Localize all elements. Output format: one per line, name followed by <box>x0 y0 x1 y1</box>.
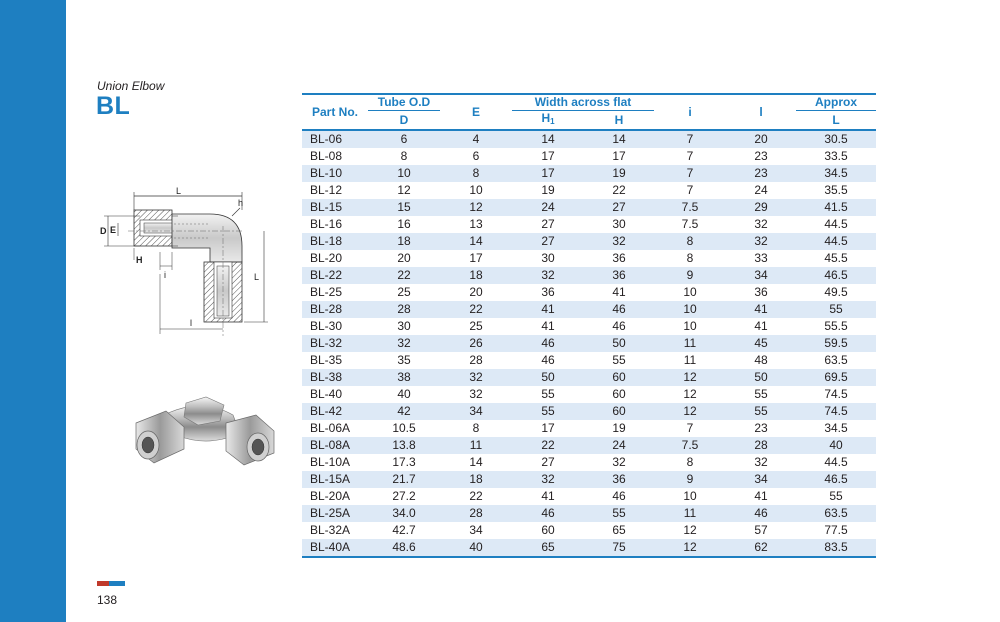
table-cell: 23 <box>726 165 796 182</box>
table-cell: 41 <box>512 488 584 505</box>
table-cell: 36 <box>584 267 654 284</box>
table-cell: 46.5 <box>796 267 876 284</box>
table-cell: 46 <box>512 505 584 522</box>
table-cell: 65 <box>512 539 584 557</box>
label-L-right: L <box>254 272 260 282</box>
table-cell: 55 <box>584 352 654 369</box>
table-cell: 32 <box>726 233 796 250</box>
table-cell: 44.5 <box>796 216 876 233</box>
table-cell: 49.5 <box>796 284 876 301</box>
table-cell: 9 <box>654 471 726 488</box>
table-cell: 7 <box>654 182 726 199</box>
table-cell: 10 <box>654 318 726 335</box>
table-cell: 11 <box>440 437 512 454</box>
table-cell: 34.5 <box>796 165 876 182</box>
table-cell: 40 <box>796 437 876 454</box>
table-cell: 18 <box>368 233 440 250</box>
table-cell: 48 <box>726 352 796 369</box>
table-cell: 14 <box>440 454 512 471</box>
table-row <box>302 335 876 352</box>
table-cell: 17.3 <box>368 454 440 471</box>
table-cell: 14 <box>440 233 512 250</box>
table-cell: 74.5 <box>796 403 876 420</box>
table-cell: 7.5 <box>654 199 726 216</box>
table-cell: 25 <box>440 318 512 335</box>
table-cell: 10.5 <box>368 420 440 437</box>
table-cell: 32 <box>368 335 440 352</box>
table-cell: 26 <box>440 335 512 352</box>
table-cell: 36 <box>584 471 654 488</box>
table-cell: 62 <box>726 539 796 557</box>
table-cell: 22 <box>440 301 512 318</box>
table-cell: 44.5 <box>796 454 876 471</box>
table-cell: 12 <box>368 182 440 199</box>
table-cell: 46 <box>584 488 654 505</box>
table-row <box>302 233 876 250</box>
table-cell: 46.5 <box>796 471 876 488</box>
table-cell: 19 <box>584 420 654 437</box>
table-cell: 55.5 <box>796 318 876 335</box>
table-cell: 46 <box>584 318 654 335</box>
table-cell: 46 <box>726 505 796 522</box>
table-cell: 28 <box>440 505 512 522</box>
cell-part-no: BL-08 <box>302 148 368 165</box>
table-row <box>302 386 876 403</box>
cell-part-no: BL-15A <box>302 471 368 488</box>
table-cell: 4 <box>440 130 512 148</box>
table-cell: 16 <box>368 216 440 233</box>
header-h: H <box>584 111 654 131</box>
table-cell: 41 <box>512 318 584 335</box>
cell-part-no: BL-20A <box>302 488 368 505</box>
header-h1 <box>512 111 584 131</box>
table-cell: 12 <box>654 539 726 557</box>
table-row <box>302 216 876 233</box>
table-cell: 60 <box>584 369 654 386</box>
table-row <box>302 301 876 318</box>
table-row <box>302 471 876 488</box>
table-row <box>302 539 876 557</box>
table-cell: 13.8 <box>368 437 440 454</box>
table-cell: 20 <box>440 284 512 301</box>
table-row <box>302 488 876 505</box>
table-cell: 32 <box>512 471 584 488</box>
table-cell: 75 <box>584 539 654 557</box>
table-cell: 13 <box>440 216 512 233</box>
cell-part-no: BL-12 <box>302 182 368 199</box>
table-row <box>302 284 876 301</box>
table-cell: 12 <box>654 403 726 420</box>
table-cell: 24 <box>584 437 654 454</box>
table-cell: 41 <box>726 318 796 335</box>
table-cell: 23 <box>726 420 796 437</box>
table-row <box>302 250 876 267</box>
table-cell: 24 <box>512 199 584 216</box>
table-cell: 23 <box>726 148 796 165</box>
product-subtitle: Union Elbow <box>97 79 165 93</box>
table-cell: 45.5 <box>796 250 876 267</box>
table-row <box>302 369 876 386</box>
cell-part-no: BL-28 <box>302 301 368 318</box>
table-cell: 7 <box>654 165 726 182</box>
table-cell: 11 <box>654 352 726 369</box>
table-cell: 34 <box>726 267 796 284</box>
table-cell: 8 <box>440 420 512 437</box>
table-cell: 14 <box>512 130 584 148</box>
table-cell: 59.5 <box>796 335 876 352</box>
table-cell: 46 <box>512 352 584 369</box>
table-cell: 17 <box>512 420 584 437</box>
table-cell: 69.5 <box>796 369 876 386</box>
table-cell: 27 <box>584 199 654 216</box>
cell-part-no: BL-10A <box>302 454 368 471</box>
label-E: E <box>110 225 117 235</box>
table-cell: 55 <box>584 505 654 522</box>
side-color-bar <box>0 0 66 622</box>
table-cell: 50 <box>726 369 796 386</box>
table-cell: 55 <box>512 403 584 420</box>
table-cell: 7.5 <box>654 216 726 233</box>
table-row <box>302 352 876 369</box>
table-cell: 27 <box>512 454 584 471</box>
table-cell: 10 <box>654 301 726 318</box>
cell-part-no: BL-40A <box>302 539 368 557</box>
table-row <box>302 267 876 284</box>
table-cell: 17 <box>584 148 654 165</box>
table-cell: 45 <box>726 335 796 352</box>
table-cell: 32 <box>726 216 796 233</box>
table-cell: 34 <box>440 403 512 420</box>
table-cell: 35.5 <box>796 182 876 199</box>
table-cell: 20 <box>726 130 796 148</box>
table-cell: 60 <box>584 386 654 403</box>
header-approx: Approx <box>796 94 876 111</box>
table-cell: 8 <box>654 233 726 250</box>
table-row <box>302 437 876 454</box>
table-cell: 22 <box>440 488 512 505</box>
table-cell: 27 <box>512 233 584 250</box>
table-cell: 29 <box>726 199 796 216</box>
table-cell: 17 <box>512 165 584 182</box>
cell-part-no: BL-10 <box>302 165 368 182</box>
cell-part-no: BL-15 <box>302 199 368 216</box>
table-cell: 28 <box>726 437 796 454</box>
table-cell: 55 <box>512 386 584 403</box>
table-cell: 46 <box>512 335 584 352</box>
table-cell: 55 <box>796 301 876 318</box>
table-cell: 9 <box>654 267 726 284</box>
table-cell: 36 <box>726 284 796 301</box>
table-cell: 30 <box>584 216 654 233</box>
cell-part-no: BL-06A <box>302 420 368 437</box>
table-cell: 22 <box>368 267 440 284</box>
table-cell: 28 <box>368 301 440 318</box>
table-cell: 57 <box>726 522 796 539</box>
table-row <box>302 403 876 420</box>
label-L-top: L <box>176 186 182 196</box>
table-cell: 50 <box>512 369 584 386</box>
cell-part-no: BL-25A <box>302 505 368 522</box>
table-cell: 35 <box>368 352 440 369</box>
table-cell: 27 <box>512 216 584 233</box>
header-i: i <box>654 94 726 130</box>
cell-part-no: BL-42 <box>302 403 368 420</box>
table-row <box>302 182 876 199</box>
table-cell: 21.7 <box>368 471 440 488</box>
table-cell: 27.2 <box>368 488 440 505</box>
cell-part-no: BL-35 <box>302 352 368 369</box>
table-cell: 8 <box>368 148 440 165</box>
label-i: i <box>164 270 166 280</box>
table-cell: 83.5 <box>796 539 876 557</box>
table-cell: 48.6 <box>368 539 440 557</box>
table-cell: 34 <box>440 522 512 539</box>
table-cell: 6 <box>368 130 440 148</box>
table-cell: 74.5 <box>796 386 876 403</box>
table-cell: 42.7 <box>368 522 440 539</box>
table-cell: 10 <box>654 488 726 505</box>
table-cell: 11 <box>654 505 726 522</box>
table-cell: 44.5 <box>796 233 876 250</box>
table-cell: 32 <box>440 386 512 403</box>
table-cell: 65 <box>584 522 654 539</box>
table-row <box>302 199 876 216</box>
cell-part-no: BL-20 <box>302 250 368 267</box>
table-cell: 10 <box>654 284 726 301</box>
table-cell: 63.5 <box>796 352 876 369</box>
spec-table <box>302 93 876 558</box>
label-H: H <box>136 255 143 265</box>
table-row <box>302 454 876 471</box>
table-cell: 8 <box>440 165 512 182</box>
header-width-across-flat: Width across flat <box>512 94 654 111</box>
cell-part-no: BL-32 <box>302 335 368 352</box>
table-cell: 7 <box>654 130 726 148</box>
table-cell: 22 <box>584 182 654 199</box>
table-row <box>302 505 876 522</box>
table-cell: 10 <box>368 165 440 182</box>
table-cell: 12 <box>654 522 726 539</box>
table-cell: 32 <box>440 369 512 386</box>
page-number: 138 <box>97 593 118 607</box>
table-cell: 11 <box>654 335 726 352</box>
table-cell: 33.5 <box>796 148 876 165</box>
table-cell: 32 <box>726 454 796 471</box>
table-cell: 7 <box>654 148 726 165</box>
table-cell: 15 <box>368 199 440 216</box>
table-cell: 12 <box>654 386 726 403</box>
table-cell: 55 <box>796 488 876 505</box>
table-cell: 55 <box>726 386 796 403</box>
header-tube-od: Tube O.D <box>368 94 440 111</box>
table-cell: 46 <box>584 301 654 318</box>
table-cell: 41.5 <box>796 199 876 216</box>
table-row <box>302 522 876 539</box>
table-cell: 28 <box>440 352 512 369</box>
header-h1-main: H <box>541 111 551 125</box>
table-cell: 34 <box>726 471 796 488</box>
table-cell: 7.5 <box>654 437 726 454</box>
table-cell: 19 <box>584 165 654 182</box>
table-row <box>302 165 876 182</box>
table-cell: 19 <box>512 182 584 199</box>
label-D: D <box>100 226 107 236</box>
table-cell: 18 <box>440 267 512 284</box>
cell-part-no: BL-06 <box>302 130 368 148</box>
table-cell: 33 <box>726 250 796 267</box>
table-cell: 25 <box>368 284 440 301</box>
table-cell: 63.5 <box>796 505 876 522</box>
table-cell: 32 <box>512 267 584 284</box>
product-photo <box>128 393 278 473</box>
table-cell: 6 <box>440 148 512 165</box>
table-cell: 17 <box>440 250 512 267</box>
table-row <box>302 130 876 148</box>
table-cell: 38 <box>368 369 440 386</box>
table-cell: 30 <box>512 250 584 267</box>
table-cell: 40 <box>440 539 512 557</box>
cell-part-no: BL-25 <box>302 284 368 301</box>
table-cell: 17 <box>512 148 584 165</box>
cell-part-no: BL-18 <box>302 233 368 250</box>
cell-part-no: BL-08A <box>302 437 368 454</box>
table-cell: 8 <box>654 250 726 267</box>
cell-part-no: BL-32A <box>302 522 368 539</box>
technical-drawing <box>92 186 272 338</box>
cell-part-no: BL-40 <box>302 386 368 403</box>
table-cell: 8 <box>654 454 726 471</box>
cell-part-no: BL-30 <box>302 318 368 335</box>
table-cell: 14 <box>584 130 654 148</box>
table-cell: 20 <box>368 250 440 267</box>
header-l-small: l <box>726 94 796 130</box>
table-row <box>302 318 876 335</box>
table-cell: 42 <box>368 403 440 420</box>
header-part-no: Part No. <box>302 94 368 130</box>
table-cell: 7 <box>654 420 726 437</box>
table-cell: 36 <box>512 284 584 301</box>
cell-part-no: BL-16 <box>302 216 368 233</box>
table-cell: 41 <box>584 284 654 301</box>
table-cell: 10 <box>440 182 512 199</box>
table-cell: 34.5 <box>796 420 876 437</box>
table-cell: 24 <box>726 182 796 199</box>
table-cell: 40 <box>368 386 440 403</box>
table-row <box>302 148 876 165</box>
table-cell: 60 <box>584 403 654 420</box>
label-l-bottom: l <box>190 318 192 328</box>
table-cell: 32 <box>584 454 654 471</box>
table-row <box>302 420 876 437</box>
product-code-title: BL <box>96 92 131 120</box>
table-cell: 12 <box>440 199 512 216</box>
table-cell: 41 <box>726 301 796 318</box>
table-cell: 50 <box>584 335 654 352</box>
page-marker <box>97 581 125 586</box>
table-cell: 41 <box>512 301 584 318</box>
table-cell: 55 <box>726 403 796 420</box>
table-cell: 30.5 <box>796 130 876 148</box>
label-h: h <box>238 198 244 208</box>
table-cell: 32 <box>584 233 654 250</box>
table-cell: 34.0 <box>368 505 440 522</box>
header-e: E <box>440 94 512 130</box>
table-cell: 36 <box>584 250 654 267</box>
cell-part-no: BL-22 <box>302 267 368 284</box>
table-cell: 60 <box>512 522 584 539</box>
table-cell: 30 <box>368 318 440 335</box>
table-cell: 22 <box>512 437 584 454</box>
cell-part-no: BL-38 <box>302 369 368 386</box>
header-l-cap: L <box>796 111 876 131</box>
table-cell: 12 <box>654 369 726 386</box>
table-cell: 18 <box>440 471 512 488</box>
header-h1-sub: 1 <box>550 117 555 126</box>
header-d: D <box>368 111 440 131</box>
table-cell: 77.5 <box>796 522 876 539</box>
table-cell: 41 <box>726 488 796 505</box>
